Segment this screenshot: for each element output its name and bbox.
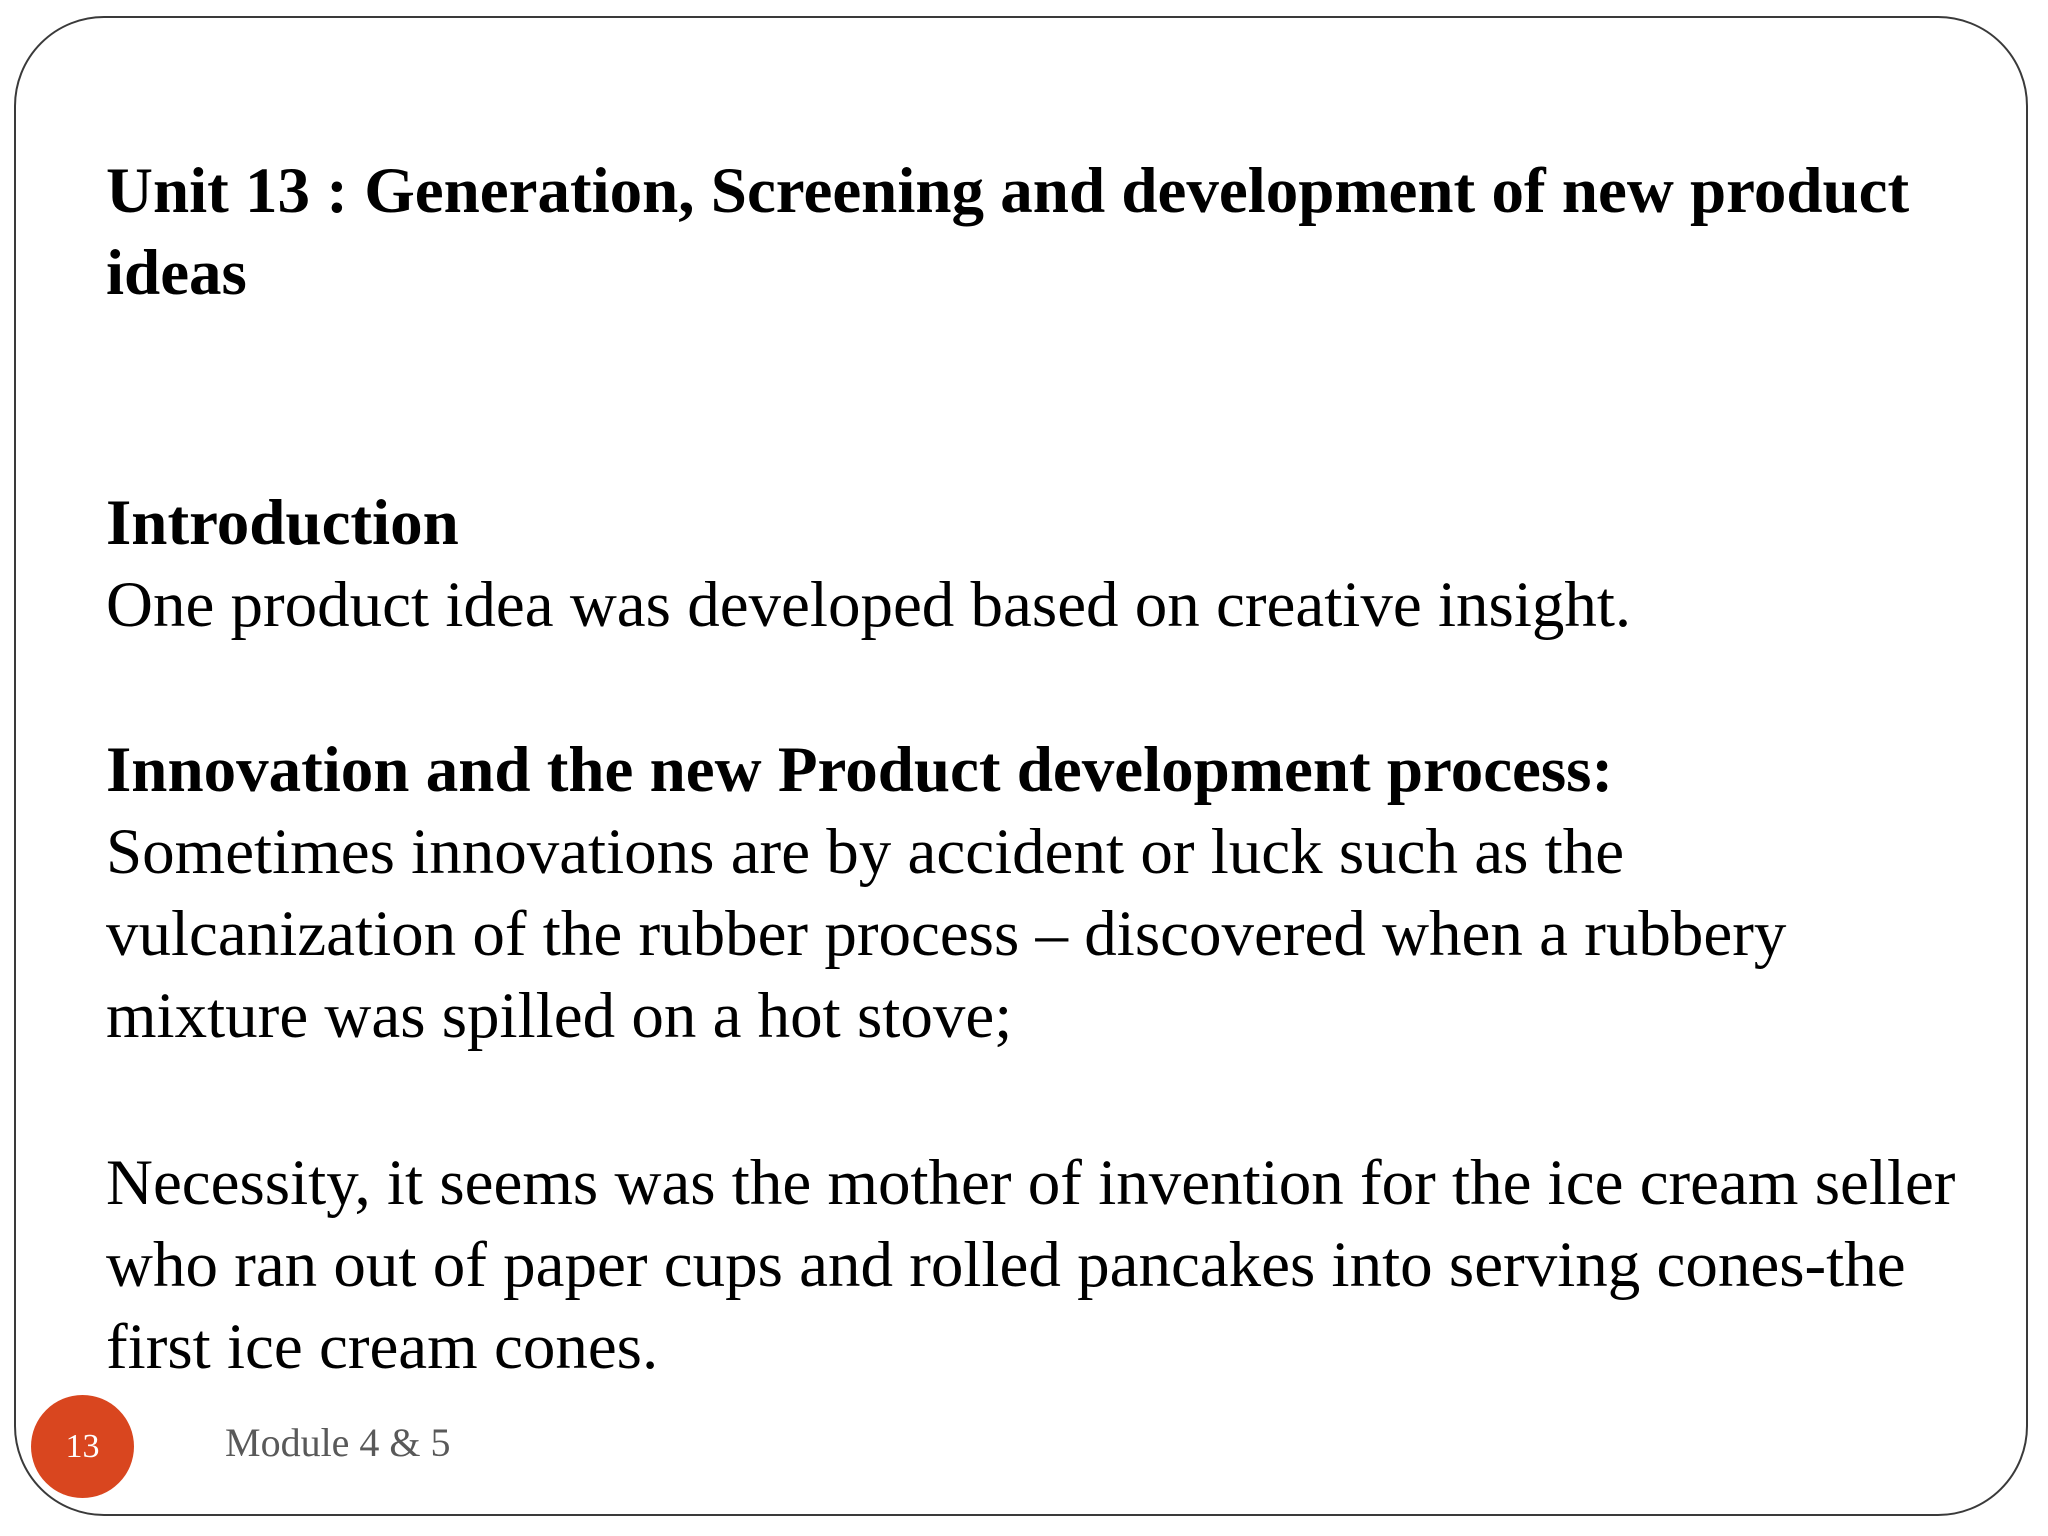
slide-title: Unit 13 : Generation, Screening and development of new product ideas <box>106 155 1910 309</box>
necessity-section <box>106 1142 1986 1388</box>
slide-number-badge: 13 <box>31 1395 134 1498</box>
necessity-text: Necessity, it seems was the mother of invention for the ice cream seller who ran out of paper cups and rolled pancakes into serving cones-the first ice cream cones. <box>106 1147 1956 1383</box>
innovation-heading: Innovation and the new Product development process: <box>106 734 1614 806</box>
introduction-heading: Introduction <box>106 487 459 559</box>
innovation-text: Sometimes innovations are by accident or luck such as the vulcanization of the rubber process – discovered when a rubbery mixture was spilled on a hot stove; <box>106 816 1787 1052</box>
footer-module-label: Module 4 & 5 <box>225 1420 451 1465</box>
introduction-text: One product idea was developed based on creative insight. <box>106 569 1632 641</box>
innovation-section <box>106 729 1986 1057</box>
introduction-section <box>106 482 1986 646</box>
